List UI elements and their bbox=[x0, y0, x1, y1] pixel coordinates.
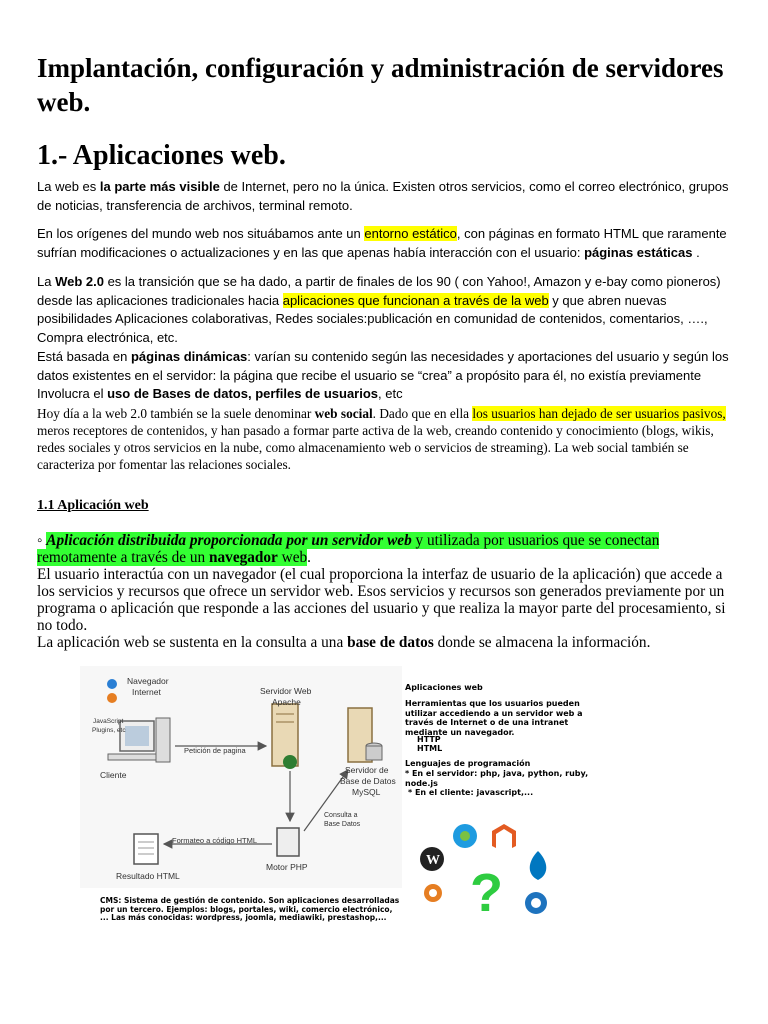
text: , con páginas en formato HTML que raramente sufrían modificaciones o actualizaciones y en las que apenas había interacción con el usuario: bbox=[37, 226, 727, 260]
section-heading: 1.- Aplicaciones web. bbox=[37, 140, 286, 171]
label-apache: Apache bbox=[272, 697, 301, 707]
text: Está basada en bbox=[37, 349, 131, 364]
label-consulta: Consulta a bbox=[324, 812, 358, 819]
label-navegador: Navegador bbox=[127, 676, 169, 686]
text: . bbox=[692, 244, 700, 260]
text: Involucra el bbox=[37, 386, 108, 401]
svg-text:W: W bbox=[426, 853, 440, 868]
paragraph-databases bbox=[37, 385, 732, 404]
question-mark-icon bbox=[470, 863, 503, 923]
text: web bbox=[277, 549, 308, 566]
bold-text: uso de Bases de datos, perfiles de usuarios bbox=[107, 386, 379, 401]
web-architecture-figure bbox=[80, 666, 600, 936]
bold-text: web social bbox=[314, 406, 373, 421]
right-html: HTML bbox=[417, 744, 443, 753]
label-plugins: Plugins, etc bbox=[92, 727, 126, 734]
bold-text: páginas estáticas bbox=[584, 244, 693, 260]
ubuntu-like-logo-icon bbox=[525, 892, 547, 914]
text: El usuario interactúa con un navegador (el cual proporciona la interfaz de usuario de la aplicación) que accede a los servicios y recursos que ofrece un servidor web. Esos servicios y recursos son generados previamente por un programa o aplicación que responde a las acciones del usuario y que realiza la mayor parte del procesamiento, si no todo. bbox=[37, 566, 726, 634]
drupal-logo-icon bbox=[530, 851, 547, 880]
label-cliente: Cliente bbox=[100, 770, 127, 780]
bold-text: Web 2.0 bbox=[55, 274, 104, 289]
label-formateo: Formateo a código HTML bbox=[172, 836, 258, 845]
bold-text: base de datos bbox=[347, 634, 434, 651]
text: meros receptores de contenidos, y han pasado a formar parte activa de la web, creando contenido y conocimiento (blogs, wikis, redes sociales y otros servicios en la nube, como almacenamiento web o servicios de streaming). La web social también se caracteriza por fomentar las relaciones sociales. bbox=[37, 423, 714, 472]
paragraph-origins bbox=[37, 225, 732, 262]
label-base-datos: Base Datos bbox=[324, 821, 361, 828]
label-motor-php: Motor PHP bbox=[266, 862, 308, 872]
text: La aplicación web se sustenta en la consulta a una bbox=[37, 634, 348, 651]
text: donde se almacena la información. bbox=[433, 634, 651, 651]
paragraph-social-web bbox=[37, 405, 732, 473]
text: y utilizada por usuarios que se conectan remotamente a través de un bbox=[37, 532, 660, 566]
right-lenguajes: Lenguajes de programación bbox=[405, 759, 531, 768]
bold-text: navegador bbox=[209, 549, 278, 566]
text: . bbox=[307, 549, 311, 566]
label-mysql: MySQL bbox=[352, 787, 381, 797]
bold-text: la parte más visible bbox=[99, 179, 220, 194]
label-javascript: JavaScript bbox=[93, 718, 124, 725]
text: . Dado que en ella bbox=[372, 406, 473, 421]
text: La bbox=[37, 274, 56, 289]
highlight: aplicaciones que funcionan a través de la web bbox=[282, 292, 549, 308]
document-title: Implantación, configuración y administración de servidores web. bbox=[37, 53, 724, 117]
text: : varían su contenido según las necesidades y aportaciones del usuario y según los datos existentes en el servidor: la página que recibe el usuario se “crea” a propósito para él, no existía previamente bbox=[37, 349, 729, 383]
right-description: Herramientas que los usuarios pueden utilizar accediendo a un servidor web a través de Internet o de una intranet mediante un navegador. bbox=[405, 699, 583, 737]
web-server-icon bbox=[272, 704, 298, 769]
label-servidor-web: Servidor Web bbox=[260, 686, 312, 696]
highlight: entorno estático bbox=[364, 226, 457, 241]
text: , etc bbox=[378, 386, 403, 401]
joomla-logo-icon bbox=[424, 884, 442, 902]
label-resultado-html: Resultado HTML bbox=[116, 871, 180, 881]
highlight: los usuarios han dejado de ser usuarios pasivos, bbox=[472, 406, 726, 421]
text: de Internet, pero no la única. Existen otros servicios, como el correo electrónico, grupos de noticias, transferencia de archivos, terminal remoto. bbox=[37, 179, 729, 213]
definition-bold: Aplicación distribuida proporcionada por un servidor web bbox=[46, 532, 412, 549]
paragraph-web-visible bbox=[37, 178, 732, 215]
right-cliente-langs: * En el cliente: javascript,... bbox=[408, 788, 534, 797]
wordpress-logo-icon bbox=[420, 847, 444, 871]
cms-note: CMS: Sistema de gestión de contenido. Son aplicaciones desarrolladas por un tercero. Ejemplos: blogs, portales, wiki, comercio electrónico, ... Las más conocidas: wordpress, joomla, mediawiki, prestashop,... bbox=[100, 896, 400, 923]
php-engine-icon bbox=[277, 828, 299, 856]
magento-logo-icon bbox=[492, 824, 516, 848]
bullet: ◦ bbox=[37, 532, 47, 549]
prestashop-logo-icon bbox=[453, 824, 477, 848]
subsection-heading: 1.1 Aplicación web bbox=[37, 498, 149, 513]
label-peticion: Petición de pagina bbox=[184, 746, 246, 755]
text: Hoy día a la web 2.0 también se la suele denominar bbox=[37, 406, 315, 421]
text: y que abren nuevas posibilidades Aplicaciones colaborativas, Redes sociales:publicación en comunidad de contenidos, comentarios, …., Compra electrónica, etc. bbox=[37, 292, 708, 345]
bold-text: páginas dinámicas bbox=[130, 349, 248, 364]
text: La web es bbox=[37, 179, 100, 194]
svg-text:?: ? bbox=[470, 863, 503, 923]
label-base-de-datos: Base de Datos bbox=[340, 776, 396, 786]
result-document-icon bbox=[134, 834, 158, 864]
right-title: Aplicaciones web bbox=[405, 683, 483, 692]
paragraph-definition bbox=[37, 532, 732, 651]
paragraph-dynamic bbox=[37, 348, 732, 385]
right-servidor-langs: * En el servidor: php, java, python, ruby, node.js bbox=[405, 769, 589, 788]
right-http: HTTP bbox=[417, 735, 441, 744]
text: En los orígenes del mundo web nos situábamos ante un bbox=[37, 226, 365, 241]
paragraph-web20 bbox=[37, 273, 732, 347]
label-servidor-de: Servidor de bbox=[345, 765, 389, 775]
label-internet: Internet bbox=[132, 687, 161, 697]
text: es la transición que se ha dado, a partir de finales de los 90 ( con Yahoo!, Amazon y e-bay como pioneros) desde las aplicaciones tradicionales hacia bbox=[37, 274, 721, 308]
